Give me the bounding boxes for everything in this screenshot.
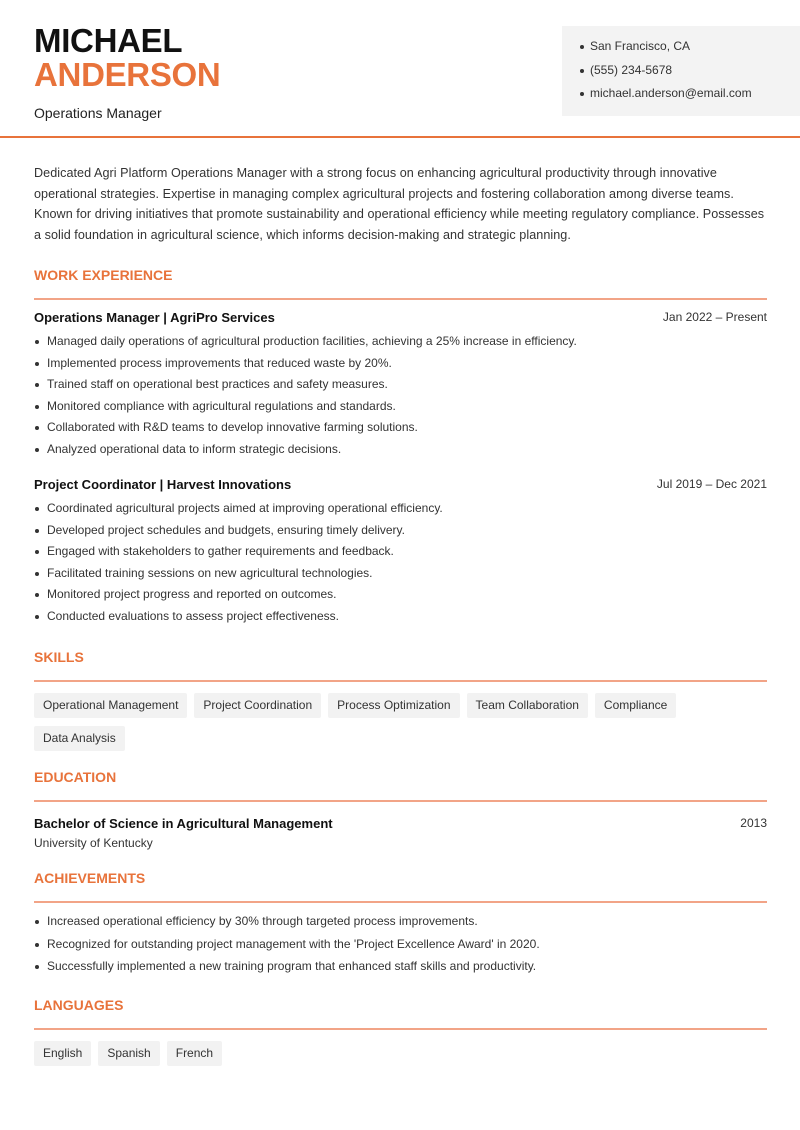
contact-location-text: San Francisco, CA — [590, 39, 691, 53]
bullet-icon — [580, 69, 584, 73]
list-item — [34, 959, 767, 982]
bullet-icon — [580, 45, 584, 49]
contact-phone — [580, 63, 800, 87]
bullet-icon — [35, 507, 39, 511]
skills-section — [34, 649, 767, 751]
achievement-bullets — [34, 914, 767, 982]
section-divider — [34, 680, 767, 682]
bullet-icon — [35, 943, 39, 947]
bullet-icon — [35, 615, 39, 619]
list-item — [34, 566, 767, 588]
bullet-icon — [580, 92, 584, 96]
bullet-text: Coordinated agricultural projects aimed at improving operational efficiency. — [47, 501, 443, 515]
section-title-languages: LANGUAGES — [34, 997, 124, 1013]
language-tag: English — [34, 1041, 91, 1066]
bullet-text: Analyzed operational data to inform strategic decisions. — [47, 441, 342, 456]
skill-tag: Project Coordination — [194, 693, 321, 718]
bullet-icon — [35, 593, 39, 597]
job-entry — [34, 475, 767, 630]
list-item — [34, 399, 767, 421]
bullet-text: Recognized for outstanding project management with the 'Project Excellence Award' in 2020. — [47, 936, 540, 951]
work-experience-section — [34, 267, 767, 623]
contact-email — [580, 86, 800, 110]
bullet-text: Monitored compliance with agricultural regulations and standards. — [47, 398, 396, 413]
bullet-icon — [35, 383, 39, 387]
bullet-text: Collaborated with R&D teams to develop innovative farming solutions. — [47, 420, 418, 434]
list-item — [34, 523, 767, 545]
summary-text: Dedicated Agri Platform Operations Manager with a strong focus on enhancing agricultural productivity through innovative operational strategies. Expertise in managing complex agricultural projects and fostering collaboration among diverse teams. Known for driving initiatives that promote sustainability and operational efficiency while meeting regulatory compliance. Possesses a solid foundation in agricultural science, which informs decision-making and strategic planning. — [34, 166, 765, 242]
list-item — [34, 914, 767, 937]
language-tags — [34, 1041, 767, 1066]
job-header — [34, 308, 767, 326]
education-row — [34, 816, 767, 831]
job-title: Operations Manager — [34, 105, 162, 121]
bullet-text: Successfully implemented a new training program that enhanced staff skills and productivity. — [47, 959, 537, 973]
list-item — [34, 937, 767, 960]
section-divider — [34, 1028, 767, 1030]
bullet-text: Implemented process improvements that reduced waste by 20%. — [47, 355, 392, 370]
bullet-text: Trained staff on operational best practices and safety measures. — [47, 377, 388, 391]
section-divider — [34, 800, 767, 802]
section-title-skills: SKILLS — [34, 649, 84, 665]
list-item — [34, 501, 767, 523]
resume-header — [0, 0, 800, 138]
skill-tag: Data Analysis — [34, 726, 125, 751]
education-year: 2013 — [740, 816, 767, 830]
bullet-icon — [35, 965, 39, 969]
bullet-text: Conducted evaluations to assess project effectiveness. — [47, 608, 339, 623]
list-item — [34, 544, 767, 566]
bullet-icon — [35, 550, 39, 554]
list-item — [34, 356, 767, 378]
bullet-icon — [35, 426, 39, 430]
education-degree: Bachelor of Science in Agricultural Management — [34, 816, 333, 831]
skill-tag: Compliance — [595, 693, 676, 718]
bullet-icon — [35, 405, 39, 409]
bullet-icon — [35, 448, 39, 452]
list-item — [34, 420, 767, 442]
skill-tag: Process Optimization — [328, 693, 459, 718]
bullet-icon — [35, 572, 39, 576]
contact-box — [562, 26, 800, 116]
section-title-achievements: ACHIEVEMENTS — [34, 870, 146, 886]
section-title-education: EDUCATION — [34, 769, 117, 785]
bullet-text: Engaged with stakeholders to gather requirements and feedback. — [47, 544, 394, 558]
achievements-section — [34, 870, 767, 982]
job-entry — [34, 308, 767, 463]
job-role: Project Coordinator | Harvest Innovations — [34, 476, 292, 492]
bullet-icon — [35, 340, 39, 344]
languages-section — [34, 997, 767, 1066]
job-bullets — [34, 501, 767, 630]
job-dates: Jul 2019 – Dec 2021 — [656, 477, 767, 491]
job-dates: Jan 2022 – Present — [662, 310, 767, 324]
name-block — [34, 24, 220, 121]
contact-email-text: michael.anderson@email.com — [590, 86, 752, 100]
skill-tag: Team Collaboration — [467, 693, 588, 718]
bullet-icon — [35, 529, 39, 533]
bullet-text: Managed daily operations of agricultural production facilities, achieving a 25% increase in efficiency. — [47, 334, 577, 348]
list-item — [34, 609, 767, 631]
first-name: MICHAEL — [34, 22, 183, 59]
job-header — [34, 475, 767, 493]
bullet-text: Facilitated training sessions on new agricultural technologies. — [47, 565, 373, 580]
summary-section — [34, 163, 767, 245]
contact-location — [580, 39, 800, 63]
list-item — [34, 334, 767, 356]
language-tag: Spanish — [98, 1041, 159, 1066]
list-item — [34, 442, 767, 464]
list-item — [34, 377, 767, 399]
job-role: Operations Manager | AgriPro Services — [34, 309, 275, 325]
bullet-text: Monitored project progress and reported on outcomes. — [47, 587, 337, 601]
education-school: University of Kentucky — [34, 836, 153, 850]
education-section — [34, 769, 767, 850]
bullet-icon — [35, 920, 39, 924]
last-name: ANDERSON — [34, 56, 221, 93]
contact-phone-text: (555) 234-5678 — [590, 62, 673, 77]
section-title-work-experience: WORK EXPERIENCE — [34, 267, 173, 283]
language-tag: French — [167, 1041, 222, 1066]
list-item — [34, 587, 767, 609]
bullet-text: Developed project schedules and budgets, ensuring timely delivery. — [47, 522, 405, 537]
job-bullets — [34, 334, 767, 463]
skill-tag: Operational Management — [34, 693, 187, 718]
skills-tags — [34, 693, 767, 751]
bullet-icon — [35, 362, 39, 366]
bullet-text: Increased operational efficiency by 30% through targeted process improvements. — [47, 914, 478, 928]
section-divider — [34, 298, 767, 300]
section-divider — [34, 901, 767, 903]
